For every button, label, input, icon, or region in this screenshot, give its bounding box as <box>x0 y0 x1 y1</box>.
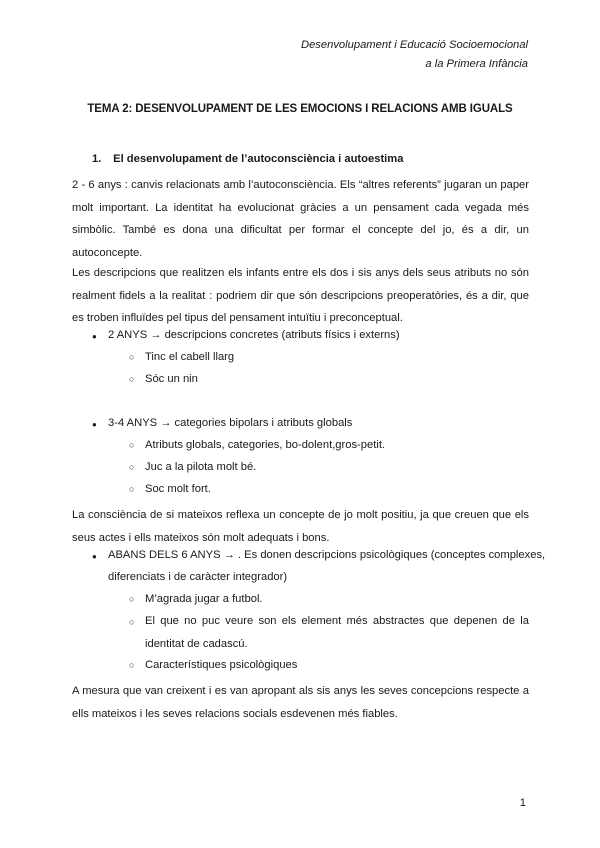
sub-item: ○ El que no puc veure son els element més abstractes que depenen de la identitat de cadascú. <box>145 610 529 655</box>
sub-item: ○ M’agrada jugar a futbol. <box>145 593 263 605</box>
list-item-2-anys: ● 2 ANYS → descripcions concretes (atributs físics i externs) <box>108 329 400 341</box>
list-item-abans-6-anys: ● ABANS DELS 6 ANYS → . Es donen descripcions psicològiques (conceptes complexes, <box>108 549 545 561</box>
header-line-1: Desenvolupament i Educació Socioemocional <box>301 39 528 51</box>
sub-item: ○ Atributs globals, categories, bo-dolent,gros-petit. <box>145 439 385 451</box>
document-title: TEMA 2: DESENVOLUPAMENT DE LES EMOCIONS I RELACIONS AMB IGUALS <box>87 103 513 115</box>
sub-item: ○ Característiques psicològiques <box>145 659 297 671</box>
paragraph-conclusion: A mesura que van creixent i es van apropant als sis anys les seves concepcions respecte a ells mateixos i les seves relacions socials esdevenen més fiables. <box>72 685 529 720</box>
list-item-3-4-anys: ● 3-4 ANYS → categories bipolars i atributs globals <box>108 417 352 429</box>
paragraph-descriptions: Les descripcions que realitzen els infants entre els dos i sis anys dels seus atributs no són realment fidels a la realitat : podriem dir que són descripcions preoperatòries, és a dir, que es troben influïdes pel tipus del pensament intuïtiu i preconceptual. <box>72 267 529 324</box>
sub-item: ○ Sóc un nin <box>145 373 198 385</box>
section-heading <box>92 153 403 165</box>
paragraph-consciencia: La consciència de si mateixos reflexa un concepte de jo molt positiu, ja que creuen que els seus actes i ells mateixos són molt adequats i bons. <box>72 509 529 544</box>
sub-item: ○ Juc a la pilota molt bé. <box>145 461 256 473</box>
running-header <box>301 36 528 74</box>
sub-item: ○ Tinc el cabell llarg <box>145 351 234 363</box>
header-line-2: a la Primera Infància <box>425 58 528 70</box>
section-number: 1. <box>92 153 102 165</box>
page-number: 1 <box>519 797 526 809</box>
section-label: El desenvolupament de l’autoconsciència i autoestima <box>113 153 404 165</box>
sub-item: ○ Soc molt fort. <box>145 483 211 495</box>
paragraph-intro: 2 - 6 anys : canvis relacionats amb l’autoconsciència. Els “altres referents” jugaran un paper molt important. La identitat ha evolucionat gràcies a un pensament cada vegada més simbòlic. També es dona una dificultat per formar el concepte del jo, és a dir, un autoconcepte. <box>72 179 529 259</box>
list-item-continuation: diferenciats i de caràcter integrador) <box>108 571 288 583</box>
